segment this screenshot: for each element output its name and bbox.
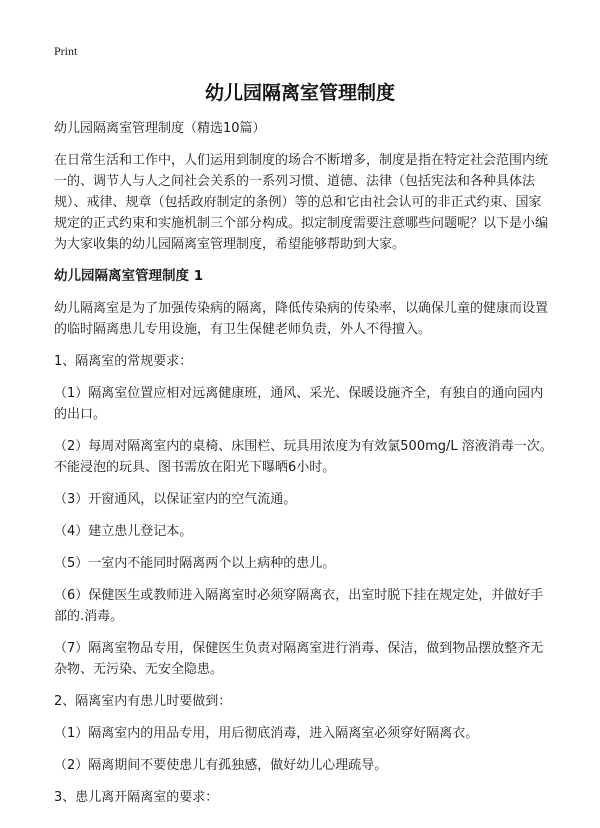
print-label: Print bbox=[54, 44, 78, 58]
part1-heading: 1、隔离室的常规要求： bbox=[54, 354, 193, 369]
list-item: （4）建立患儿登记本。 bbox=[54, 524, 193, 539]
intro-paragraph: 在日常生活和工作中，人们运用到制度的场合不断增多，制度是指在特定社会范围内统一的、调节人与人之间社会关系的一系列习惯、道德、法律（包括宪法和各种具体法规）、戒律、规章（包括政府制定的条例）等的总和它由社会认可的非正式约束、国家规定的正式约束和实施机制三个部分构成。拟定制度需要注意哪些问题呢？以下是小编为大家收集的幼儿园隔离室管理制度，希望能够帮助到大家。 bbox=[54, 153, 549, 252]
list-item: （1）隔离室位置应相对远离健康班，通风、采光、保暖设施齐全，有独自的通向园内的出口。 bbox=[54, 386, 544, 422]
list-item: （1）隔离室内的用品专用，用后彻底消毒，进入隔离室必须穿好隔离衣。 bbox=[54, 726, 479, 741]
part3-heading: 3、患儿离开隔离室的要求： bbox=[54, 790, 219, 805]
list-item: （5）一室内不能同时隔离两个以上病种的患儿。 bbox=[54, 556, 336, 571]
section-heading: 幼儿园隔离室管理制度 1 bbox=[54, 268, 204, 284]
list-item: （2）每周对隔离室内的桌椅、床围栏、玩具用浓度为有效氯500mg/L 溶液消毒一次。不能浸泡的玩具、图书需放在阳光下曝晒6小时。 bbox=[54, 439, 553, 475]
document-body bbox=[54, 118, 554, 817]
part2-heading: 2、隔离室内有患儿时要做到： bbox=[54, 694, 232, 709]
list-item: （7）隔离室物品专用，保健医生负责对隔离室进行消毒、保洁，做到物品摆放整齐无杂物、无污染、无安全隐患。 bbox=[54, 641, 544, 677]
section-lead-paragraph: 幼儿隔离室是为了加强传染病的隔离，降低传染病的传染率，以确保儿童的健康而设置的临时隔离患儿专用设施，有卫生保健老师负责，外人不得擅入。 bbox=[54, 301, 549, 337]
list-item: （2）隔离期间不要使患儿有孤独感，做好幼儿心理疏导。 bbox=[54, 758, 388, 773]
page-title: 幼儿园隔离室管理制度 bbox=[204, 82, 395, 104]
list-item: （6）保健医生或教师进入隔离室时必须穿隔离衣，出室时脱下挂在规定处，并做好手部的.消毒。 bbox=[54, 588, 544, 624]
document-subtitle: 幼儿园隔离室管理制度（精选10篇） bbox=[54, 121, 266, 136]
list-item: （3）开窗通风，以保证室内的空气流通。 bbox=[54, 492, 297, 507]
